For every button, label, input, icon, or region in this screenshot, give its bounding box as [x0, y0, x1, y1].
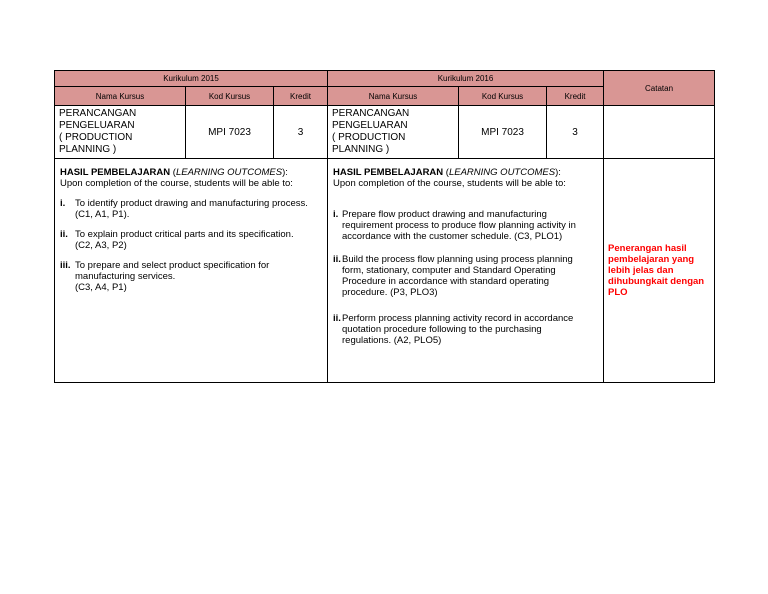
- note-line: PLO: [608, 287, 628, 298]
- course-name-line: PLANNING ): [59, 144, 117, 155]
- item-line: Prepare flow product drawing and manufacturing: [342, 209, 547, 220]
- item-number: ii.: [333, 313, 341, 324]
- item-line: accordance with the customer schedule. (C3, PLO1): [342, 231, 563, 242]
- course-name-line: PENGELUARAN: [332, 120, 408, 131]
- learning-outcome-item: [60, 198, 322, 220]
- course-credit-2015: 3: [274, 106, 328, 159]
- course-name-line: PERANCANGAN: [59, 108, 137, 119]
- learning-outcome-item: [333, 313, 598, 346]
- learning-outcomes-title: HASIL PEMBELAJARAN (LEARNING OUTCOMES):: [333, 167, 561, 178]
- course-name-2016: [328, 106, 459, 159]
- course-code-2016: MPI 7023: [459, 106, 547, 159]
- learning-outcome-item: [333, 209, 598, 242]
- item-line: (C1, A1, P1).: [75, 209, 130, 220]
- note-line: dihubungkait dengan: [608, 276, 705, 287]
- course-notes-cell: [604, 106, 715, 159]
- item-line: (C3, A4, P1): [75, 282, 127, 293]
- learning-outcomes-title: HASIL PEMBELAJARAN (LEARNING OUTCOMES):: [60, 167, 288, 178]
- course-code-2015: MPI 7023: [186, 106, 274, 159]
- item-line: To explain product critical parts and its specification.: [75, 229, 294, 240]
- item-number: ii.: [60, 229, 68, 240]
- course-name-line: PERANCANGAN: [332, 108, 410, 119]
- course-name-header-2016: Nama Kursus: [328, 87, 459, 106]
- learning-outcome-item: [60, 229, 322, 251]
- item-number: i.: [333, 209, 339, 220]
- note-text: [608, 243, 710, 298]
- item-line: quotation procedure following to the purchasing: [342, 324, 542, 335]
- note-line: Penerangan hasil: [608, 243, 687, 254]
- item-line: Build the process flow planning using process planning: [342, 254, 573, 265]
- item-line: (C2, A3, P2): [75, 240, 127, 251]
- learning-outcomes-row: [55, 159, 715, 383]
- learning-outcomes-intro: Upon completion of the course, students will be able to:: [333, 178, 566, 189]
- curriculum-comparison-table: [54, 70, 715, 383]
- learning-outcomes-2016: [328, 159, 604, 383]
- item-line: procedure. (P3, PLO3): [342, 287, 438, 298]
- course-credit-2016: 3: [547, 106, 604, 159]
- notes-header: Catatan: [604, 71, 715, 106]
- notes-cell: [604, 159, 715, 383]
- curriculum-2016-header: Kurikulum 2016: [328, 71, 604, 87]
- item-line: Procedure in accordance with standard operating: [342, 276, 550, 287]
- course-name-line: PLANNING ): [332, 144, 390, 155]
- learning-outcome-item: [333, 254, 598, 298]
- item-number: i.: [60, 198, 66, 209]
- course-name-line: ( PRODUCTION: [59, 132, 133, 143]
- item-line: Perform process planning activity record in accordance: [342, 313, 574, 324]
- course-code-header-2015: Kod Kursus: [186, 87, 274, 106]
- learning-outcomes-2015: [55, 159, 328, 383]
- credit-header-2016: Kredit: [547, 87, 604, 106]
- note-line: lebih jelas dan: [608, 265, 674, 276]
- credit-header-2015: Kredit: [274, 87, 328, 106]
- curriculum-2015-header: Kurikulum 2015: [55, 71, 328, 87]
- course-name-header-2015: Nama Kursus: [55, 87, 186, 106]
- curriculum-header-row: [55, 71, 715, 87]
- item-line: regulations. (A2, PLO5): [342, 335, 442, 346]
- item-number: iii.: [60, 260, 71, 271]
- item-line: To identify product drawing and manufacturing process.: [75, 198, 308, 209]
- course-code-header-2016: Kod Kursus: [459, 87, 547, 106]
- course-name-line: PENGELUARAN: [59, 120, 135, 131]
- course-name-2015: [55, 106, 186, 159]
- item-line: manufacturing services.: [75, 271, 176, 282]
- course-row: [55, 106, 715, 159]
- note-line: pembelajaran yang: [608, 254, 695, 265]
- course-name-line: ( PRODUCTION: [332, 132, 406, 143]
- item-line: To prepare and select product specification for: [75, 260, 270, 271]
- learning-outcomes-intro: Upon completion of the course, students will be able to:: [60, 178, 293, 189]
- item-line: form, stationary, computer and Standard Operating: [342, 265, 556, 276]
- item-number: ii.: [333, 254, 341, 265]
- item-line: requirement process to produce flow planning activity in: [342, 220, 576, 231]
- learning-outcome-item: [60, 260, 322, 293]
